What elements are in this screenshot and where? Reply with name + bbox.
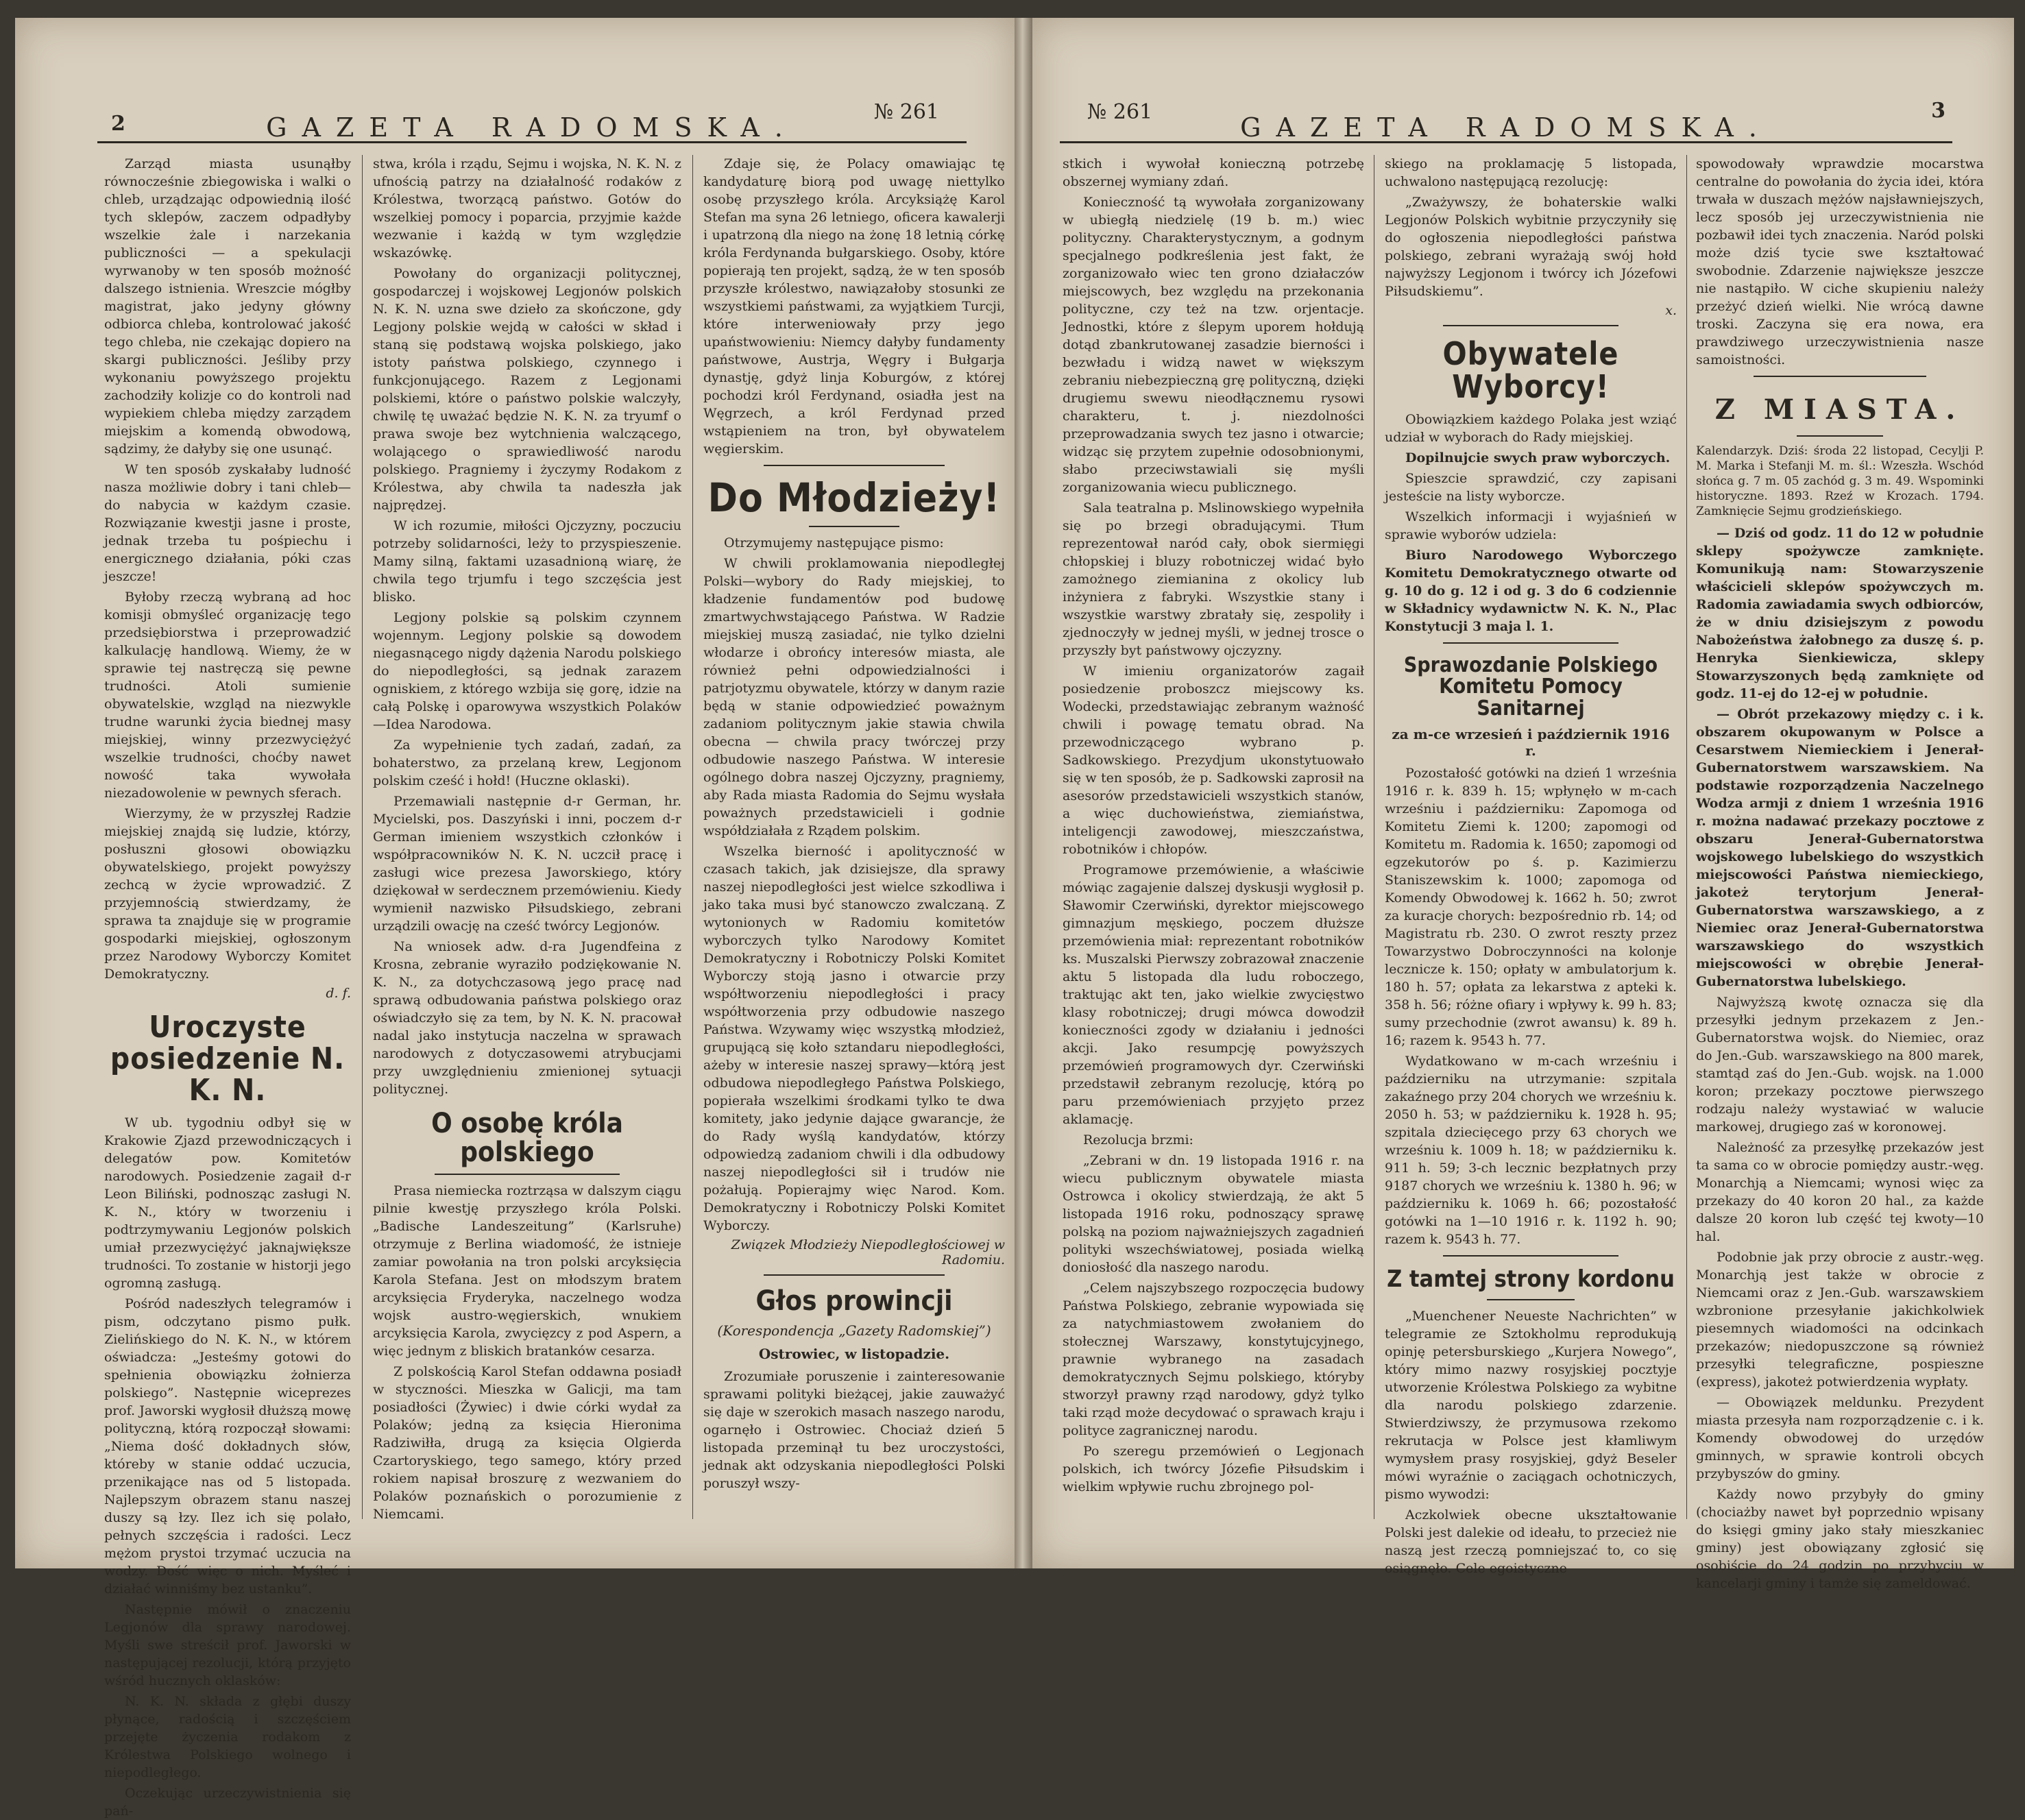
paragraph: Na wniosek adw. d-ra Jugendfeina z Krosna, zebranie wyraziło podziękowanie N. K. N., za dotychczasową jego pracę nad sprawą odbudowania państwa polskiego oraz oświadczyło się za tem, by N. K. N. pracował nadal jako instytucja naczelna w sprawach narodowych z dotyczasowemi atrybucjami przy uwzględnieniu zmienionej sytuacji politycznej.	[373, 939, 681, 1097]
paragraph: — Obowiązek meldunku. Prezydent miasta przesyła nam rozporządzenie c. i k. Komendy obwodowej do urzędów gminnych, w sprawie kontroli obcych przybyszów do gminy.	[1696, 1395, 1984, 1481]
paragraph: Spieszcie sprawdzić, czy zapisani jesteście na listy wyborcze.	[1385, 470, 1677, 504]
section-heading: Z MIASTA.	[1714, 393, 1965, 426]
divider	[1487, 1299, 1575, 1300]
article-heading: Głos prowincji	[755, 1285, 953, 1317]
paragraph: Legjony polskie są polskim czynnem wojennym. Legjony polskie są dowodem niegasnącego nigdy dążenia Narodu polskiego do niepodległości, są jednak zarazem ogniskiem, z którego wzbija się gorę, idzie na całą Polskę i oparowywa wszystkich Polaków—Idea Narodowa.	[373, 610, 681, 732]
paragraph: W imieniu organizatorów zagaił posiedzenie proboszcz miejscowy ks. Wodecki, przedstawiając zebranym ważność chwili i powagę tematu obrad. Na przewodniczącego wybrano p. Sadkowskiego. Prezydjum ukonstytuowało się w ten sposób, że p. Sadkowski zaprosił na asesorów przedstawicieli wszystkich stanów, a więc duchowieństwa, ziemiaństwa, inteligencji zawodowej, mieszczaństwa, robotników i chłopów.	[1063, 664, 1364, 857]
paragraph: Przemawiali następnie d-r German, hr. Mycielski, pos. Daszyński i inni, poczem d-r German imieniem wszystkich członków i współpracowników N. K. N. uczcił pracę i zasługi wice prezesa Jaworskiego, który dziękował w serdecznem przemówieniu. Kiedy wymienił nazwisko Piłsudskiego, zebrani urządzili owację na cześć twórcy Legjonów.	[373, 794, 681, 934]
page-number: 3	[1931, 99, 1945, 123]
page-number: 2	[111, 112, 125, 136]
paragraph: Oczekując urzeczywistnienia się pań-	[104, 1785, 351, 1819]
paragraph: Po szeregu przemówień o Legjonach polskich, ich twórcy Józefie Piłsudskim i wielkim wpływie ruchu zbrojnego pol-	[1063, 1444, 1364, 1494]
paragraph: spowodowały wprawdzie mocarstwa centralne do powołania do życia idei, która trwała w duszach mężów najsławniejszych, lecz sposób jej urzeczywistnienia nie pozbawił idei tych znaczenia. Naród polski może dziś tycie swe kształtować swobodnie. Zdarzenie największe jeszcze nie nastąpiło. W ciche skupieniu należy przeżyć dzień wielki. Nie wrócą dawne troski. Zaczyna się era nowa, era prawdziwego urzeczywistnienia nasze samoistności.	[1696, 156, 1984, 367]
paragraph: W chwili proklamowania niepodległej Polski—wybory do Rady miejskiej, to kładzenie fundamentów pod budowę zmartwychwstającego Państwa. W Radzie miejskiej muszą zasiadać, nie tylko dzielni włodarze i obrońcy interesów miasta, ale również pełni odpowiedzialności i patrjotyzmu obywatele, którzy w danym razie będą w stanie odpowiedzieć poważnym zadaniom politycznym jakie stawia chwila obecna — chwila pracy twórczej przy odbudowie naszego Państwa. W interesie ogólnego dobra naszej Ojczyzny, pragniemy, aby Rada miasta Radomia do Sejmu wysłała poważnych przedstawicieli i godnie współdziałała z Rządem polskim.	[703, 555, 1005, 838]
column-1	[1063, 155, 1364, 1540]
paragraph: W ub. tygodniu odbył się w Krakowie Zjazd przewodniczących i delegatów pow. Komitetów narodowych. Posiedzenie zagaił d-r Leon Biliński, podnosząc zasługi N. K. N., który w tworzeniu i podtrzymywaniu Legjonów polskich umiał przezwyciężyć jaknajwiększe trudności. To zostanie w historji jego ogromną zasługą.	[104, 1115, 351, 1291]
paragraph: Rezolucja brzmi:	[1083, 1132, 1193, 1148]
issue-number: № 261	[873, 100, 939, 124]
divider	[1754, 376, 1926, 377]
article-heading: Sprawozdanie Polskiego Komitetu Pomocy Sanitarnej	[1403, 653, 1658, 720]
divider	[1443, 1255, 1618, 1257]
paragraph: Prasa niemiecka roztrząsa w dalszym ciągu pilnie kwestję przyszłego króla Polski. „Badische Landeszeitung” (Karlsruhe) otrzymuje z Berlina wiadomość, że istnieje zamiar powołania na tron polski arcyksięcia Karola Stefana. Jest on młodszym bratem arcyksięcia Fryderyka, naczelnego wodza wojsk austro-węgierskich, wnukiem arcyksięcia Karola, zwycięzcy z pod Aspern, a więc jednym z bliskich bratanków cesarza.	[373, 1183, 681, 1359]
paragraph: „Celem najszybszego rozpoczęcia budowy Państwa Polskiego, zebranie wypowiada się za natychmiastowem zwołaniem do stołecznej Warszawy, konstytujcyjnego, prawnie wybranego na zasadach demokratycznych Sejmu polskiego, któryby stworzył prawny rząd narodowy, gdyż tylko taki rząd może decydować o sprawach kraju i polityce zagranicznej narodu.	[1063, 1281, 1364, 1438]
article-subheading: (Korespondencja „Gazety Radomskiej”)	[717, 1322, 991, 1339]
paragraph: „Muenchener Neueste Nachrichten” w telegramie ze Sztokholmu reprodukują opinję petersburskiego „Kurjera Nowego”, który mimo nazwy rosyjskiej pocztyje utworzenie Królestwa Polskiego za wybitne dla narodu polskiego zdarzenie. Stwierdziwszy, że przymusowa rzekomo rekrutacja w Polsce jest kłamliwym wymysłem prasy rosyjskiej, gdyż Beseler mówi wyraźnie o zaciągach ochotniczych, pismo wywodzi:	[1385, 1308, 1677, 1502]
signature: d. f.	[326, 986, 351, 1001]
paragraph: Aczkolwiek obecne ukształtowanie Polski jest dalekie od ideału, to przecież nie naszą jest rzeczą pomniejszać to, co się osiągnęło. Cele egoistyczne	[1385, 1507, 1677, 1576]
signature: Związek Młodzieży Niepodległościowej w Radomiu.	[731, 1237, 1005, 1267]
paragraph: Za wypełnienie tych zadań, zadań, za bohaterstwo, za przelaną krew, Legjonom polskim cześć i hołd! (Huczne oklaski).	[373, 738, 681, 788]
divider	[1443, 642, 1618, 644]
divider	[809, 526, 899, 527]
paragraph: Należność za przesyłkę przekazów jest ta sama co w obrocie pomiędzy austr.-węg. Monarchją a Niemcami; wynosi więc za przekazy do 40 koron 20 hal., za każde dalsze 20 koron lub część tej kwoty—10 hal.	[1696, 1140, 1984, 1244]
paragraph: Pozostałość gotówki na dzień 1 września 1916 r. k. 839 h. 15; wpłynęło w m-cach wrześniu i październiku: Zapomoga od Komitetu Ziemi k. 1200; zapomogi od Komitetu m. Radomia k. 1650; zapomogi od egzekutorów po ś. p. Kazimierzu Staniszewskim k. 1000; zapomoga od Komendy Obwodowej k. 1662 h. 50; zwrot za kuracje chorych: bezpośrednio rb. 14; od Magistratu rb. 230. O zwrot reszty przez Towarzystwo Dobroczynności na kolonje leczniczе k. 150; opłaty w ambulatorjum k. 180 h. 57; opłata za lekarstwa z apteki k. 358 h. 56; różne ofiary i wpływy k. 99 h. 83; sumy przechodnie (zwrot awansu) k. 89 h. 16; razem k. 9543 h. 77.	[1385, 766, 1677, 1049]
column-divider	[692, 155, 693, 1519]
column-divider	[362, 155, 363, 1519]
paragraph: Wydatkowano w m-cach wrześniu i październiku na utrzymanie: szpitala zakaźnego przy 204 chorych we wrześniu k. 2050 h. 53; w październiku k. 1928 h. 95; szpitala dziecięcego przy 63 chorych we wrześniu k. 1009 h. 18; w październiku k. 911 h. 59; 3-ch lecznic bezpłatnych przy 9187 chorych we wrześniu k. 1380 h. 96; w październiku k. 1069 h. 66; pozostałość gotówki na 1—10 1916 r. k. 1192 h. 90; razem k. 9543 h. 77.	[1385, 1054, 1677, 1248]
divider	[764, 1274, 945, 1276]
paragraph: Wierzymy, że w przyszłej Radzie miejskiej znajdą się ludzie, którzy, posłuszni głosowi obowiązku obywatelskiego, projekt powyższy zechcą w życie wprowadzić. Z przyjemnością stwierdzamy, że sprawa ta znajduje się w programie gospodarki miejskiej, ogłoszonym przez Narodowy Wyborczy Komitet Demokratyczny.	[104, 806, 351, 982]
paragraph: Z polskością Karol Stefan oddawna posiadł w styczności. Mieszka w Galicji, ma tam posiadłości (Żywiec) i dwie córki wydał za Polaków; jedną za księcia Hieronima Radziwiłła, drugą za księcia Olgierda Czartoryskiego, tego samego, który przed rokiem napisał broszurę z wezwaniem do Polaków poznańskich o porozumienie z Niemcami.	[373, 1364, 681, 1522]
article-heading: Obywatele Wyborcy!	[1442, 335, 1619, 406]
column-divider	[1686, 155, 1687, 1519]
paragraph: Każdy nowo przybyły do gminy (chociażby nawet był poprzednio wpisany do księgi gminy jako stały mieszkaniec gminy) jest obowiązany zgłosić się osobiście do 24 godzin po przybyciu w kancelarji gminy i tamże się zameldować.	[1696, 1487, 1984, 1591]
column-1	[104, 155, 351, 1819]
paragraph: Zdaje się, że Polacy omawiając tę kandydaturę biorą pod uwagę niettylko osobę przyszłego króla. Arcyksiążę Karol Stefan ma syna 26 letniego, oficera kawalerji i upatrzoną dla niego na żonę 18 letnią córkę króla Ferdynanda bułgarskiego. Osoby, które popierają ten projekt, sądzą, że w ten sposób przyszłe królestwo, nawiązałoby stosunki ze wszystkiemi państwami, za wyjątkiem Turcji, które interweniowały przy jego upaństwowieniu: Niemcy dałyby fundamenty państwowe, Austrja, Węgry i Bułgarja dynastję, gdyż linja Koburgów, z której pochodzi król Ferdynand, osiadła jest na Węgrzech, a król Ferdynad przed wstąpieniem na tron, był obywatelem węgierskim.	[703, 156, 1005, 457]
divider	[1797, 435, 1883, 437]
right-page	[1032, 18, 2014, 1591]
paragraph: Najwyższą kwotę oznacza się dla przesyłki jednym przekazem z Jen.-Gubernatorstwa wojsk. do Niemiec, oraz do Jen.-Gub. warszawskiego na 800 marek, stamtąd zaś do Jen.-Gub. wojsk. na 1.000 koron; przekazy pocztowe pierwszego rodzaju należy wystawiać w walucie markowej, drugiego zaś w koronowej.	[1696, 995, 1984, 1135]
article-subheading: za m-ce wrzesień i październik 1916 r.	[1392, 726, 1670, 760]
paragraph: stkich i wywołał konieczną potrzebę obszernej wymiany zdań.	[1063, 156, 1364, 189]
paragraph: Programowe przemówienie, a właściwie mówiąc zagajenie dalszej dyskusji wygłosił p. Sławomir Czerwiński, dyrektor miejscowego gimnazjum męskiego, poczem dłuższe przemówienia miał: reprezentant robotników ks. Muszalski Pierwszy zobrazował znaczenie aktu 5 listopada dla ludu roboczego, traktując akt ten, jako wielkie zwycięstwo klasy robotniczej; drugi mówca dowodził konieczności zgody w działaniu i jedności akcji. Jako resumpcję powyższych przemówień programowych dyr. Czerwiński przedstawił zebranym rezolucję, którą po paru przemówieniach przyjęto przez aklamację.	[1063, 862, 1364, 1127]
article-heading: Uroczyste posiedzenie N. K. N.	[110, 1010, 345, 1108]
paragraph: „Zebrani w dn. 19 listopada 1916 r. na wiecu publicznym obywatele miasta Ostrowca i okolicy stwierdzają, że akt 5 listopada 1916 roku, podnoszący sprawę polską na poziom najważniejszych zagadnień polityki wszechświatowej, posiada wielką doniosłość dla naszego narodu.	[1063, 1153, 1364, 1275]
paragraph: N. K. N. składa z głębi duszy płynące, radością i szczęściem przejęte życzenia rodakom z Królestwa Polskiego wolnego i niepodległego.	[104, 1693, 351, 1780]
paragraph: Biuro Narodowego Wyborczego Komitetu Demokratycznego otwarte od g. 10 do g. 12 i od g. 3 do 6 codziennie w Składnicy wydawnictw N. K. N., Plac Konstytucji 3 maja l. 1.	[1385, 547, 1677, 634]
signature: x.	[1665, 303, 1677, 318]
dateline: Ostrowiec, w listopadzie.	[758, 1345, 950, 1362]
paragraph: W ich rozumie, miłości Ojczyzny, poczuciu potrzeby solidarności, leży to przyspieszenie. Mamy silną, faktami uzasadnioną wiarę, że chwila tego trjumfu i tego szczęścia jest blisko.	[373, 518, 681, 605]
divider	[1443, 325, 1618, 326]
left-page	[15, 18, 1015, 1819]
newspaper-title: GAZETA RADOMSKA.	[266, 112, 798, 143]
article-heading: O osobę króla polskiego	[431, 1108, 623, 1168]
column-2	[1385, 155, 1677, 1576]
paragraph: Zrozumiałe poruszenie i zainteresowanie sprawami polityki bieżącej, jakie zauważyć się daje w szerokich masach naszego narodu, ogarnęło i Ostrowiec. Chociaż dzień 5 listopada przeminął tu bez uroczystości, jednak akt odzyskania niepodległości Polski poruszył wszy-	[703, 1368, 1005, 1491]
paragraph: „Zważywszy, że bohaterskie walki Legjonów Polskich wybitnie przyczyniły się do ogłoszenia niepodległości państwa polskiego, zebrani wyrażają swój hołd najwyższy Legjonom i twórcy ich Józefowi Piłsudskiemu”.	[1385, 195, 1677, 299]
paragraph: — Obrót przekazowy między c. i k. obszarem okupowanym w Polsce a Cesarstwem Niemieckiem i Jenerał-Gubernatorstwem warszawskiem. Na podstawie rozporządzenia Naczelnego Wodza armji z dniem 1 września 1916 r. można nadawać przekazy pocztowe z obszaru Jenerał-Gubernatorstwa wojskowego lubelskiego do wszystkich miejscowości Państwa niemieckiego, jakoteż terytorjum Jenerał-Gubernatorstwa warszawskiego, a z Niemiec oraz Jenerał-Gubernatorstwa warszawskiego do wszystkich miejscowości w obrębie Jenerał-Gubernatorstwa lubelskiego.	[1696, 707, 1984, 989]
issue-number: № 261	[1087, 100, 1153, 124]
paragraph: Powołany do organizacji politycznej, gospodarczej i wojskowej Legjonów polskich N. K. N. uzna swe dzieło za skończone, gdy Legjony polskie wejdą w całości w skład i staną się podstawą wojska polskiego, jako istoty państwa polskiego, czynnego i funkcjonującego. Razem z Legjonami polskiemi, które o państwo polskie walczyły, chwilę tę uważać będzie N. K. N. za tryumf o prawa swoje bez wytchnienia walczącego, wolającego o sprawiedliwość narodu polskiego. Pragniemy i życzymy Rodakom z Królestwa, aby chwila ta nadeszła jak najprędzej.	[373, 266, 681, 513]
column-3	[1696, 155, 1984, 1591]
book-spine	[1015, 18, 1032, 1568]
masthead-left	[97, 93, 967, 143]
paragraph: stwa, króla i rządu, Sejmu i wojska, N. K. N. z ufnością patrzy na działalność rodaków z Królestwa, tworzącą państwo. Gotów do wszelkiej pomocy i poparcia, przyjmie każde wezwanie i każdą w tym względzie wskazówkę.	[373, 156, 681, 260]
paragraph: Otrzymujemy następujące pismo:	[724, 535, 944, 550]
paragraph: skiego na proklamację 5 listopada, uchwalono następującą rezolucję:	[1385, 156, 1677, 189]
article-heading: Do Młodzieży!	[707, 474, 1001, 521]
paragraph: Sala teatralna p. Mslinowskiego wypełniła się po brzegi obradującymi. Tłum reprezentował naród cały, obok siermięgi chłopskiej i bluzy robotniczej widać było zamożnego ziemianina z okolicy lub inżyniera z fabryki. Wszystkie stany i wszystkie warstwy zbratały się, zespoliły i zjednoczyły w jednej myśli, w jednej trosce o przyszły byt państwowy ojczyzny.	[1063, 500, 1364, 658]
masthead-right	[1060, 93, 1952, 143]
paragraph: Pośród nadeszłych telegramów i pism, odczytano pismo pułk. Zielińskiego do N. K. N., w którem oświadcza: „Jesteśmy gotowi do spełnienia obowiązku żołnierza polskiego”. Następnie wiceprezes prof. Jaworski wygłosił dłuższą mowę polityczną, którą rozpoczął słowami: „Niema dość dokładnych słów, któreby w stanie oddać uczucia, przenikające nas od 5 listopada. Najlepszym obrazem stanu naszej duszy są łzy. Ilez ich się polało, pełnych szczęścia i radości. Lecz mężom prystoi trzymać uczucia na wodzy. Dość więc o nich. Myśleć i działać winniśmy bez ustanku”.	[104, 1296, 351, 1597]
newspaper-title: GAZETA RADOMSKA.	[1240, 112, 1772, 143]
divider	[764, 465, 945, 466]
paragraph: Wszelkich informacji i wyjaśnień w sprawie wyborów udziela:	[1385, 509, 1677, 542]
paragraph: Byłoby rzeczą wybraną ad hoc komisji obmyśleć organizację tego przedsiębiorstwa i przeprowadzić kalkulację handlową. Wiemy, że w sprawie tej nastręczą się pewne trudności. Atoli sumienie obywatelskie, wzgląd na niezwykle trudne warunki życia biednej masy miejskiej, winny przezwyciężyć wszelkie trudności, choćby nawet nowość taka wywołała niezadowolenie w pewnych sferach.	[104, 590, 351, 801]
paragraph: Dopilnujcie swych praw wyborczych.	[1405, 450, 1671, 465]
paragraph: Obowiązkiem każdego Polaka jest wziąć udział w wyborach do Rady miejskiej.	[1385, 411, 1677, 445]
article-heading: Z tamtej strony kordonu	[1387, 1265, 1675, 1294]
paragraph: Podobnie jak przy obrocie z austr.-węg. Monarchją jest także w obrocie z Niemcami oraz z Jen.-Gub. warszawskiem wzbronione przesyłanie jakichkolwiek piesemnych wiadomości na odcinkach przekazów; niedopuszczone są również przesyłki telegraficzne, pospieszne (express), jakoteż potwierdzenia wypłaty.	[1696, 1250, 1984, 1390]
paragraph: — Dziś od godz. 11 do 12 w południe sklepy spożywcze zamknięte. Komunikują nam: Stowarzyszenie właścicieli sklepów spożywczych m. Radomia zawiadamia swych odbiorców, że w dniu dzisiejszym z powodu Nabożeństwa żałobnego za duszę ś. p. Henryka Sienkiewicza, sklepy Stowarzyszonych będą zamknięte od godz. 11-ej do 12-ej w południe.	[1696, 526, 1984, 701]
paragraph: Zarząd miasta usunąłby równocześnie zbiegowiska i walki o chleb, urządzając odpowiednią ilość tych sklepów, zaczem odpadłyby wszelkie żale i narzekania publiczności — a spekulacji wyrwanoby w ten sposób możność dalszego istnienia. Wreszcie mógłby magistrat, jako jedyny główny odbiorca chleba, kontrolować jakość tego chleba, nie czekając dopiero na skargi publiczności. Jeśliby przy wykonaniu powyższego projektu zachodziły kolizje co do kontroli nad wypiekiem chleba między zarządem miejskim a komendą obwodową, sądzimy, że dałyby się one usunąć.	[104, 156, 351, 457]
divider	[435, 1174, 620, 1175]
paragraph: Następnie mówił o znaczeniu Legjonów dla sprawy narodowej. Myśli swe streścił prof. Jaworski w następującej rezolucji, którą przyjęto wśród hucznych oklasków:	[104, 1601, 351, 1688]
column-3	[703, 155, 1005, 1540]
calendar-note: Kalendarzyk. Dziś: środa 22 listopad, Cecylji P. M. Marka i Stefanji M. m. śl.: Wzeszła. Wschód słońca g. 7 m. 05 zachód g. 3 m. 49. Wspominki historyczne. 1893. Rzeź w Krozach. 1794. Zamknięcie Sejmu grodzieńskiego.	[1696, 444, 1984, 518]
paragraph: W ten sposób zyskałaby ludność nasza możliwie dobry i tani chleb—do nabycia w każdym czasie. Rozwiązanie kwestji jasne i proste, jednak trzeba tu pośpiechu i energicznego działania, póki czas jeszcze!	[104, 462, 351, 584]
paragraph: Wszelka bierność i apolityczność w czasach takich, jak dzisiejsze, dla sprawy naszej niepodległości jest wielce szkodliwa i jako taka musi być stanowczo zwalczaną. Z wytonionych w Radomiu komitetów wyborczych tylko Narodowy Komitet Demokratyczny i Robotniczy Polski Komitet Wyborczy stoją jasno i otwarcie przy współtworzeniu niepodległości i pracy współtworzenia przy odbudowie naszego Państwa. Wzywamy więc wszystką młodzież, grupującą się koło sztandaru niepodległości, ażeby w interesie naszej sprawy—którą jest odbudowa niepodległego Państwa Polskiego, popierała wszelkimi środkami tylko te dwa komitety, jako jedynie dające gwarancje, że do Rady wyślą kandydatów, którzy odpowiedzą zadaniom chwili i dla odbudowy naszej niepodległości sił i trudów nie pożałują. Popierajmy więc Narod. Kom. Demokratyczny i Robotniczy Polski Komitet Wyborczy.	[703, 843, 1005, 1233]
column-2	[373, 155, 681, 1540]
paragraph: Konieczność tą wywołała zorganizowany w ubiegłą niedzielę (19 b. m.) wiec polityczny. Charakterystycznym, a godnym specjalnego podkreślenia jest fakt, że zorganizowało wiec ten grono działaczów miejscowych, bez względu na przekonania polityczne, czy też na tzw. orjentacje. Jednostki, które z ślepym uporem hołdują dotąd zbankrutowanej zasadzie bierności i bezwładu i widzą nawet w większym zebraniu niebezpieczną grę polityczną, dzięki drugiemu swewu nieodłącznemu rysowi charakteru, t. j. niezdolności przeprowadzania swych tez jasno i otwarcie; widząc się przytem zupełnie odosobnionymi, słabo przeciwstawiali się myśli zorganizowania wiecu publicznego.	[1063, 195, 1364, 495]
